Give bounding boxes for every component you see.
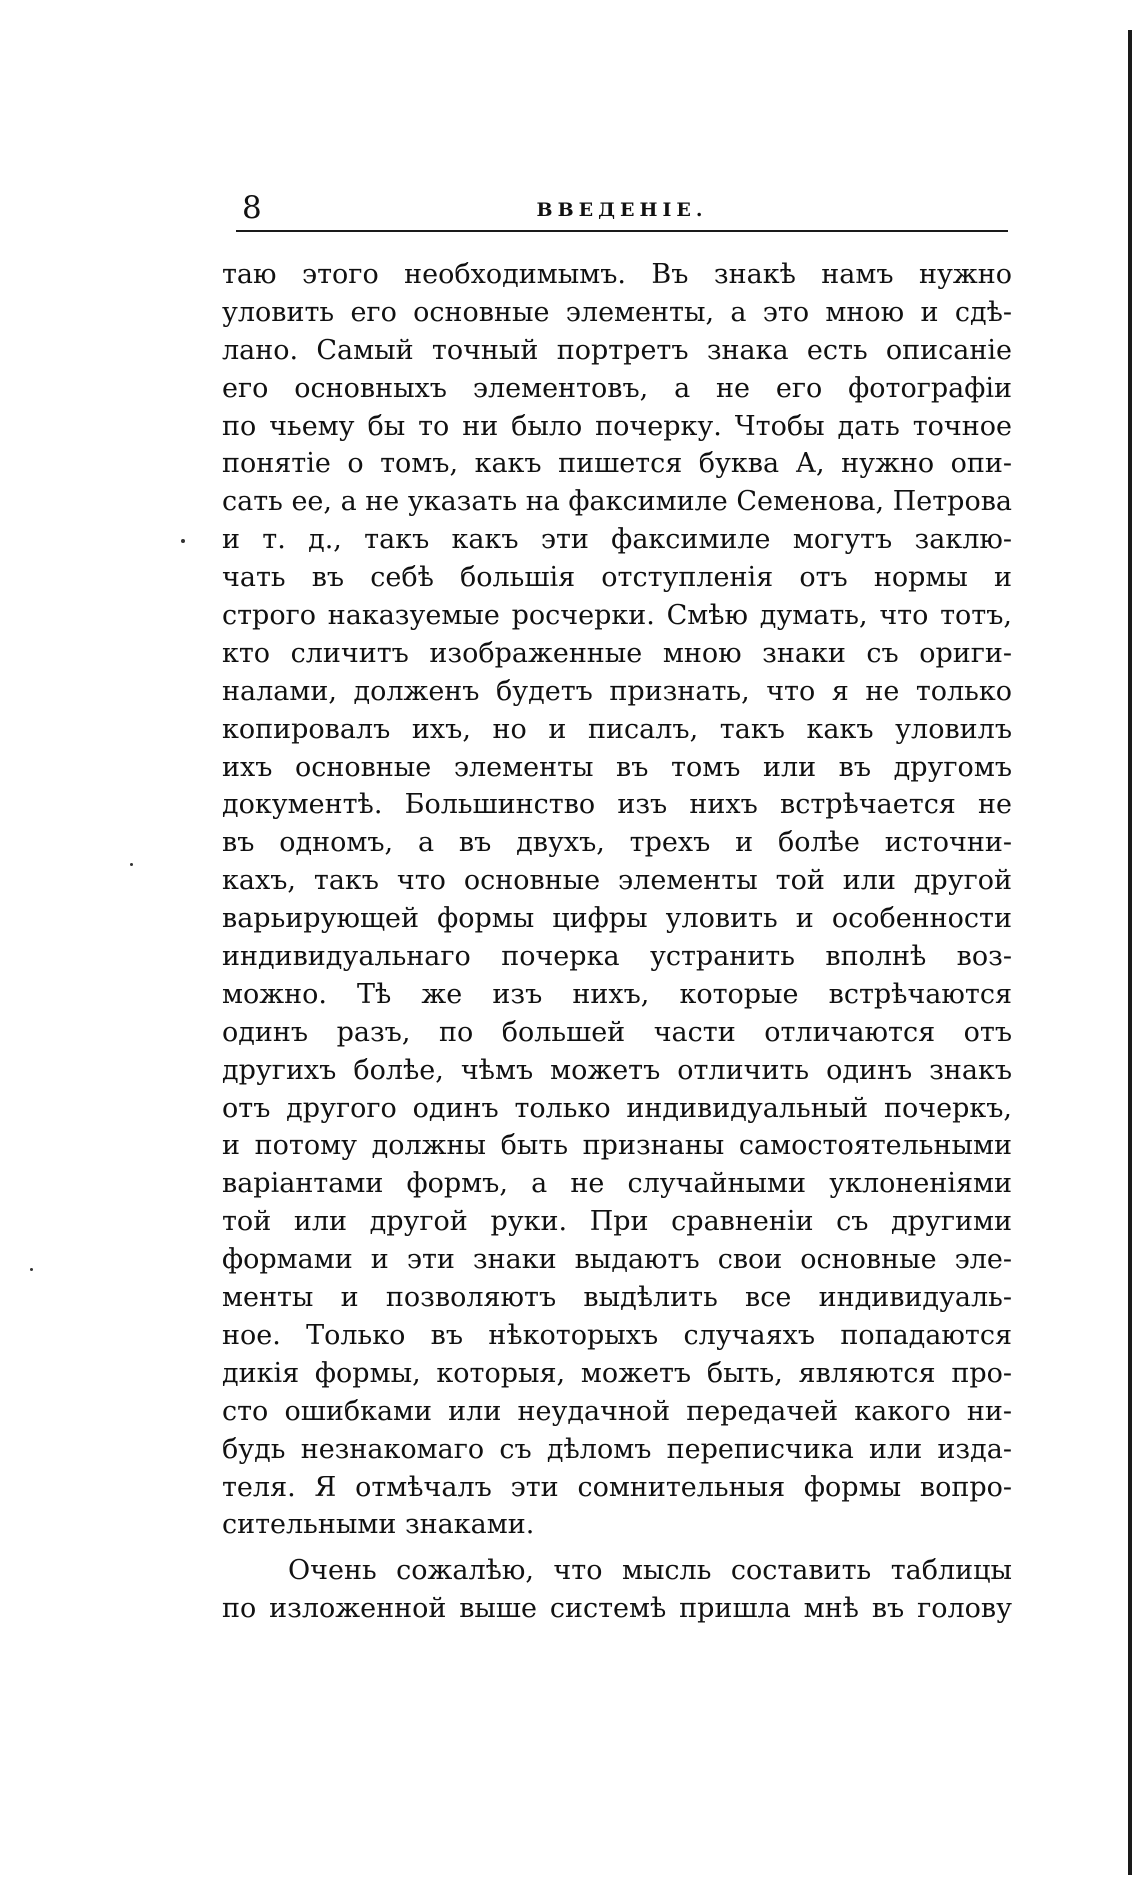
text-line: ное. Только въ нѣкоторыхъ случаяхъ попадаются (222, 1319, 1012, 1351)
text-line: ихъ основные элементы въ томъ или въ другомъ (222, 751, 1012, 783)
text-line: формами и эти знаки выдаютъ свои основные эле- (222, 1244, 1012, 1276)
text-line: въ одномъ, а въ двухъ, трехъ и болѣе источни- (222, 827, 1012, 859)
text-line: налами, долженъ будетъ признать, что я не только (222, 675, 1012, 707)
text-line: лано. Самый точный портретъ знака есть описанiе (222, 334, 1012, 366)
text-line: можно. Тѣ же изъ нихъ, которые встрѣчаются (222, 978, 1012, 1010)
page-number: 8 (242, 190, 262, 226)
text-line: сто ошибками или неудачной передачей какого ни- (222, 1395, 1012, 1427)
text-line: строго наказуемые росчерки. Смѣю думать, что тотъ, (222, 600, 1012, 632)
margin-speck (130, 863, 133, 866)
text-line: одинъ разъ, по большей части отличаются отъ (222, 1016, 1012, 1048)
text-line: той или другой руки. При сравненiи съ другими (222, 1206, 1012, 1238)
text-line: менты и позволяютъ выдѣлить все индивидуаль- (222, 1282, 1012, 1314)
text-line: и потому должны быть признаны самостоятельными (222, 1130, 1012, 1162)
text-line: будь незнакомаго съ дѣломъ переписчика или изда- (222, 1433, 1012, 1465)
text-line: сать ее, а не указать на факсимиле Семенова, Петрова (222, 486, 1012, 518)
page-header (236, 188, 1008, 228)
text-line: индивидуальнаго почерка устранить вполнѣ воз- (222, 941, 1012, 973)
text-line: чать въ себѣ большiя отступленiя отъ нормы и (222, 562, 1012, 594)
page-edge-line (1128, 30, 1132, 1875)
text-line: таю этого необходимымъ. Въ знакѣ намъ нужно (222, 259, 1012, 290)
margin-speck (181, 539, 185, 543)
text-line: по чьему бы то ни было почерку. Чтобы дать точное (222, 410, 1012, 442)
text-line: документѣ. Большинство изъ нихъ встрѣчается не (222, 789, 1012, 821)
text-line: варiантами формъ, а не случайными уклоненiями (222, 1168, 1012, 1200)
text-line: и т. д., такъ какъ эти факсимиле могутъ заклю- (222, 524, 1012, 556)
text-line: кахъ, такъ что основные элементы той или другой (222, 865, 1012, 897)
margin-speck (30, 1268, 33, 1271)
text-line: уловить его основные элементы, а это мною и сдѣ- (222, 296, 1012, 328)
text-line: его основныхъ элементовъ, а не его фотографiи (222, 372, 1012, 404)
text-line: варьирующей формы цифры уловить и особенности (222, 903, 1012, 935)
text-line: дикiя формы, которыя, можетъ быть, являются про- (222, 1357, 1012, 1389)
text-line: теля. Я отмѣчалъ эти сомнительныя формы вопро- (222, 1471, 1012, 1503)
header-rule (236, 230, 1008, 232)
paragraph-gap (222, 1544, 1012, 1552)
text-line: сительными знаками. (222, 1509, 535, 1541)
running-head: ВВЕДЕНIЕ. (536, 199, 708, 221)
text-line: кто сличитъ изображенные мною знаки съ ориги- (222, 637, 1012, 669)
text-line: понятiе о томъ, какъ пишется буква А, нужно опи- (222, 448, 1012, 480)
text-line: по изложенной выше системѣ пришла мнѣ въ голову (222, 1593, 1012, 1625)
text-line: другихъ болѣе, чѣмъ можетъ отличить одинъ знакъ (222, 1054, 1012, 1086)
body-text (222, 256, 1012, 1628)
text-line: Очень сожалѣю, что мысль составить таблицы (288, 1555, 1012, 1587)
text-line: отъ другого одинъ только индивидуальный почеркъ, (222, 1092, 1012, 1124)
text-line: копировалъ ихъ, но и писалъ, такъ какъ уловилъ (222, 713, 1012, 745)
